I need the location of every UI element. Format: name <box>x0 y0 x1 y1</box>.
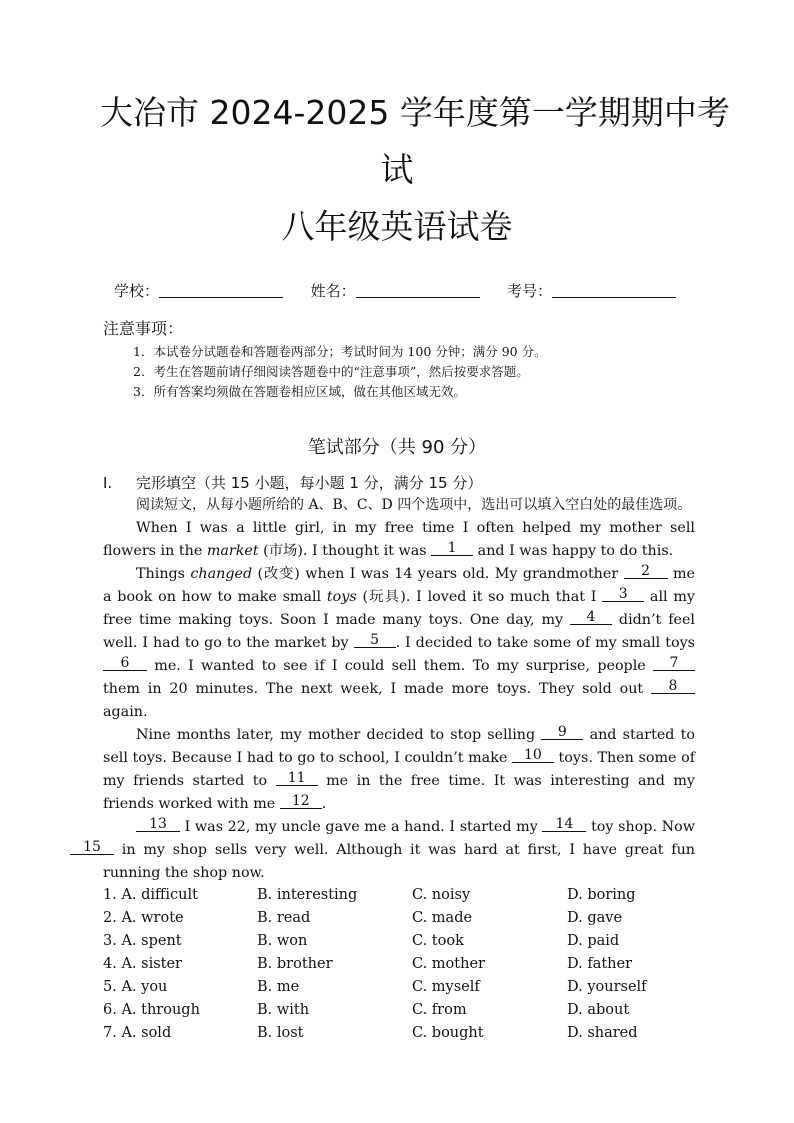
school-blank-line <box>159 281 283 298</box>
option-c[interactable]: C. noisy <box>412 887 471 903</box>
answer-blank-10[interactable]: 10 <box>512 748 554 763</box>
option-b[interactable]: B. read <box>257 910 311 926</box>
part-instruction: 阅读短文，从每小题所给的 A、B、C、D 四个选项中，选出可以填入空白处的最佳选项。 <box>136 497 692 513</box>
passage-paragraph-2: Things changed (改变) when I was 14 years old. My grandmother 2 me a book on how to make small toys (玩具). I loved it so much that I 3 all my free time making toys. Soon I made many toys. One day, my 4 didn’t feel well. I had to go to the market by 5 . I decided to take some of my small toys 6 me. I wanted to see if I could sell them. To my surprise, people 7 them in 20 minutes. The next week, I made more toys. They sold out 8 again. <box>103 563 696 720</box>
notice-item: 1．本试卷分试题卷和答题卷两部分；考试时间为 100 分钟；满分 90 分。 <box>133 344 547 359</box>
part-number: I. <box>103 474 113 492</box>
option-a[interactable]: 6. A. through <box>103 1002 200 1018</box>
answer-blank-4[interactable]: 4 <box>570 610 612 625</box>
option-d[interactable]: D. paid <box>567 933 620 949</box>
notice-item: 2．考生在答题前请仔细阅读答题卷中的“注意事项”，然后按要求答题。 <box>133 364 529 379</box>
question-options-row <box>103 907 695 930</box>
answer-blank-1[interactable]: 1 <box>431 541 473 556</box>
cloze-passage <box>83 494 696 885</box>
option-b[interactable]: B. lost <box>257 1025 304 1041</box>
option-c[interactable]: C. took <box>412 933 464 949</box>
option-d[interactable]: D. shared <box>567 1025 638 1041</box>
question-options-row <box>103 999 695 1022</box>
answer-blank-15[interactable]: 15 <box>70 840 114 855</box>
answer-blank-7[interactable]: 7 <box>653 656 695 671</box>
option-a[interactable]: 3. A. spent <box>103 933 182 949</box>
passage-paragraph-3: Nine months later, my mother decided to stop selling 9 and started to sell toys. Because I had to go to school, I couldn’t make 10 toys. Then some of my friends started to 11 me in the free time. It was interesting and my friends worked with me 12 . <box>103 724 696 812</box>
option-d[interactable]: D. yourself <box>567 979 647 995</box>
part-heading <box>103 472 482 493</box>
exam-title-line-2: 试 <box>380 150 414 189</box>
option-a[interactable]: 7. A. sold <box>103 1025 172 1041</box>
name-label: 姓名： <box>310 282 356 300</box>
option-a[interactable]: 2. A. wrote <box>103 910 184 926</box>
option-c[interactable]: C. made <box>412 910 473 926</box>
exam-subtitle: 八年级英语试卷 <box>281 207 513 246</box>
option-b[interactable]: B. interesting <box>257 887 358 903</box>
answer-blank-13[interactable]: 13 <box>136 817 180 832</box>
option-d[interactable]: D. about <box>567 1002 630 1018</box>
answer-options-list <box>103 884 695 1045</box>
answer-blank-12[interactable]: 12 <box>280 794 322 809</box>
answer-blank-11[interactable]: 11 <box>276 771 318 786</box>
school-label: 学校： <box>114 282 160 300</box>
question-options-row <box>103 976 695 999</box>
notice-item: 3．所有答案均须做在答题卷相应区域，做在其他区域无效。 <box>133 384 466 399</box>
answer-blank-8[interactable]: 8 <box>651 679 695 694</box>
section-heading: 笔试部分（共 90 分） <box>307 437 487 458</box>
question-options-row <box>103 930 695 953</box>
option-d[interactable]: D. gave <box>567 910 623 926</box>
question-options-row <box>103 953 695 976</box>
answer-blank-14[interactable]: 14 <box>542 817 586 832</box>
answer-blank-9[interactable]: 9 <box>541 725 583 740</box>
student-info-row <box>114 280 676 301</box>
option-b[interactable]: B. with <box>257 1002 310 1018</box>
option-d[interactable]: D. boring <box>567 887 636 903</box>
answer-blank-6[interactable]: 6 <box>103 656 147 671</box>
name-blank-line <box>356 281 480 298</box>
question-options-row <box>103 1022 695 1045</box>
part-title: 完形填空（共 15 小题，每小题 1 分，满分 15 分） <box>136 474 483 492</box>
option-b[interactable]: B. me <box>257 979 300 995</box>
option-a[interactable]: 1. A. difficult <box>103 887 198 903</box>
notice-heading: 注意事项： <box>103 319 184 338</box>
option-a[interactable]: 4. A. sister <box>103 956 182 972</box>
number-label: 考号： <box>507 282 553 300</box>
passage-paragraph-4: 13 I was 22, my uncle gave me a hand. I started my 14 toy shop. Now 15 in my shop sells very well. Although it was hard at first, I have great fun running the shop now. <box>103 816 695 885</box>
question-options-row <box>103 884 695 907</box>
answer-blank-5[interactable]: 5 <box>354 633 396 648</box>
notice-list <box>133 342 547 402</box>
answer-blank-3[interactable]: 3 <box>602 587 644 602</box>
answer-blank-2[interactable]: 2 <box>624 564 668 579</box>
option-a[interactable]: 5. A. you <box>103 979 168 995</box>
passage-paragraph-1: When I was a little girl, in my free time I often helped my mother sell flowers in the market (市场). I thought it was 1 and I was happy to do this. <box>103 520 695 559</box>
option-c[interactable]: C. bought <box>412 1025 484 1041</box>
option-c[interactable]: C. from <box>412 1002 467 1018</box>
number-blank-line <box>552 281 676 298</box>
option-b[interactable]: B. won <box>257 933 308 949</box>
option-c[interactable]: C. mother <box>412 956 485 972</box>
exam-title-line-1: 大冶市 2024-2025 学年度第一学期期中考 <box>100 93 730 132</box>
option-c[interactable]: C. myself <box>412 979 480 995</box>
option-b[interactable]: B. brother <box>257 956 333 972</box>
option-d[interactable]: D. father <box>567 956 633 972</box>
